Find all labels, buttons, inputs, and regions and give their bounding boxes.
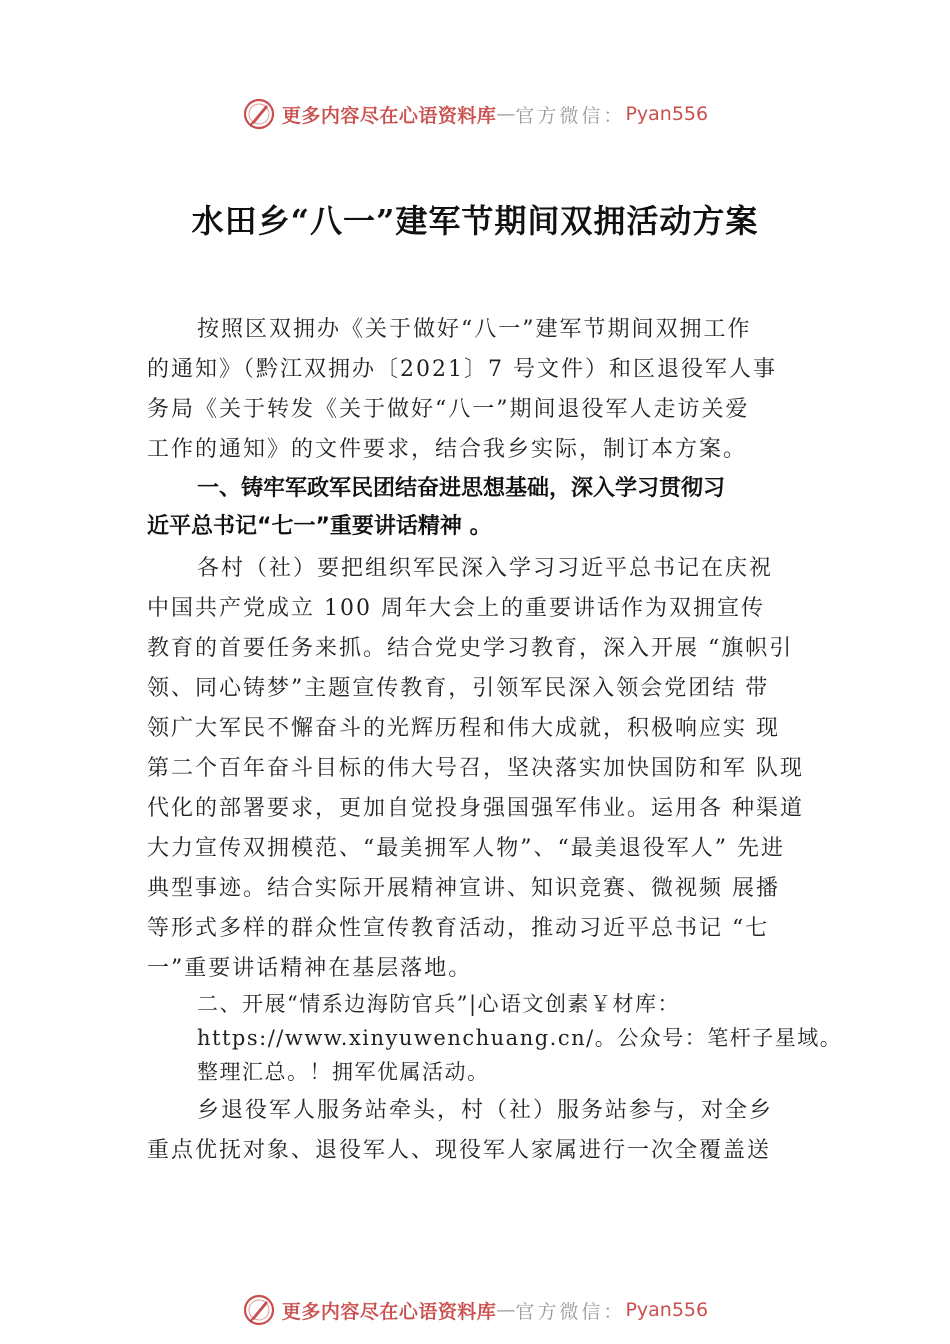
heading-line: 一、铸牢军政军民团结奋进思想基础，深入学习贯彻习 xyxy=(197,476,726,501)
banner-wechat-id: Pyan556 xyxy=(625,103,709,125)
paragraph-line: 的通知》（黔江双拥办〔2021〕7 号文件）和区退役军人事 xyxy=(147,357,777,382)
banner-main-text: 更多内容尽在心语资料库 xyxy=(281,1300,497,1323)
heading-line: 近平总书记“七一”重要讲话精神 。 xyxy=(147,514,492,539)
banner-wechat-id: Pyan556 xyxy=(625,1299,709,1321)
heading-line-url: https://www.xinyuwenchuang.cn/。公众号：笔杆子星域。 xyxy=(197,1026,843,1050)
paragraph-line: 中国共产党成立 100 周年大会上的重要讲话作为双拥宣传 xyxy=(147,596,765,621)
paragraph-line: 大力宣传双拥模范、“最美拥军人物”、“最美退役军人” 先进 xyxy=(147,836,785,861)
section-2-heading xyxy=(197,987,857,1089)
paragraph-line: 第二个百年奋斗目标的伟大号召，坚决落实加快国防和军 队现 xyxy=(147,756,804,781)
footer-watermark-banner xyxy=(0,1290,950,1330)
paragraph-line: 领广大军民不懈奋斗的光辉历程和伟大成就，积极响应实 现 xyxy=(147,716,780,741)
document-title: 水田乡“八一”建军节期间双拥活动方案 xyxy=(191,202,759,240)
header-watermark-banner xyxy=(0,94,950,134)
paragraph-line: 典型事迹。结合实际开展精神宣讲、知识竞赛、微视频 展播 xyxy=(147,876,780,901)
paragraph-line: 领、同心铸梦”主题宣传教育，引领军民深入领会党团结 带 xyxy=(147,676,770,701)
intro-paragraph xyxy=(147,310,837,470)
paragraph-line: 工作的通知》的文件要求，结合我乡实际，制订本方案。 xyxy=(147,437,748,462)
paragraph-line: 务局《关于转发《关于做好“八一”期间退役军人走访关爱 xyxy=(147,397,750,422)
banner-wechat-label: 官方微信： xyxy=(515,1300,626,1323)
paragraph-line: 一”重要讲话精神在基层落地。 xyxy=(147,956,473,981)
section-2-body xyxy=(147,1091,837,1171)
paragraph-line: 等形式多样的群众性宣传教育活动，推动习近平总书记 “七 xyxy=(147,916,770,941)
paragraph-line: 按照区双拥办《关于做好“八一”建军节期间双拥工作 xyxy=(197,317,752,342)
paragraph-line: 重点优抚对象、退役军人、现役军人家属进行一次全覆盖送 xyxy=(147,1138,772,1163)
paragraph-line: 乡退役军人服务站牵头，村（社）服务站参与，对全乡 xyxy=(197,1098,774,1123)
quill-pen-logo-icon xyxy=(242,97,276,131)
banner-main-text: 更多内容尽在心语资料库 xyxy=(281,104,497,127)
heading-line: 整理汇总。！拥军优属活动。 xyxy=(197,1060,490,1084)
paragraph-line: 教育的首要任务来抓。结合党史学习教育，深入开展 “旗帜引 xyxy=(147,636,794,661)
quill-pen-logo-icon xyxy=(242,1293,276,1327)
paragraph-line: 各村（社）要把组织军民深入学习习近平总书记在庆祝 xyxy=(197,556,774,581)
banner-wechat-label: 官方微信： xyxy=(515,104,626,127)
heading-line: 二、开展“情系边海防官兵”|心语文创素￥材库： xyxy=(197,992,681,1016)
section-1-body xyxy=(147,549,837,989)
section-1-heading xyxy=(147,470,837,546)
paragraph-line: 代化的部署要求，更加自觉投身强国强军伟业。运用各 种渠道 xyxy=(147,796,804,821)
banner-separator: — xyxy=(496,103,516,125)
banner-separator: — xyxy=(496,1299,516,1321)
